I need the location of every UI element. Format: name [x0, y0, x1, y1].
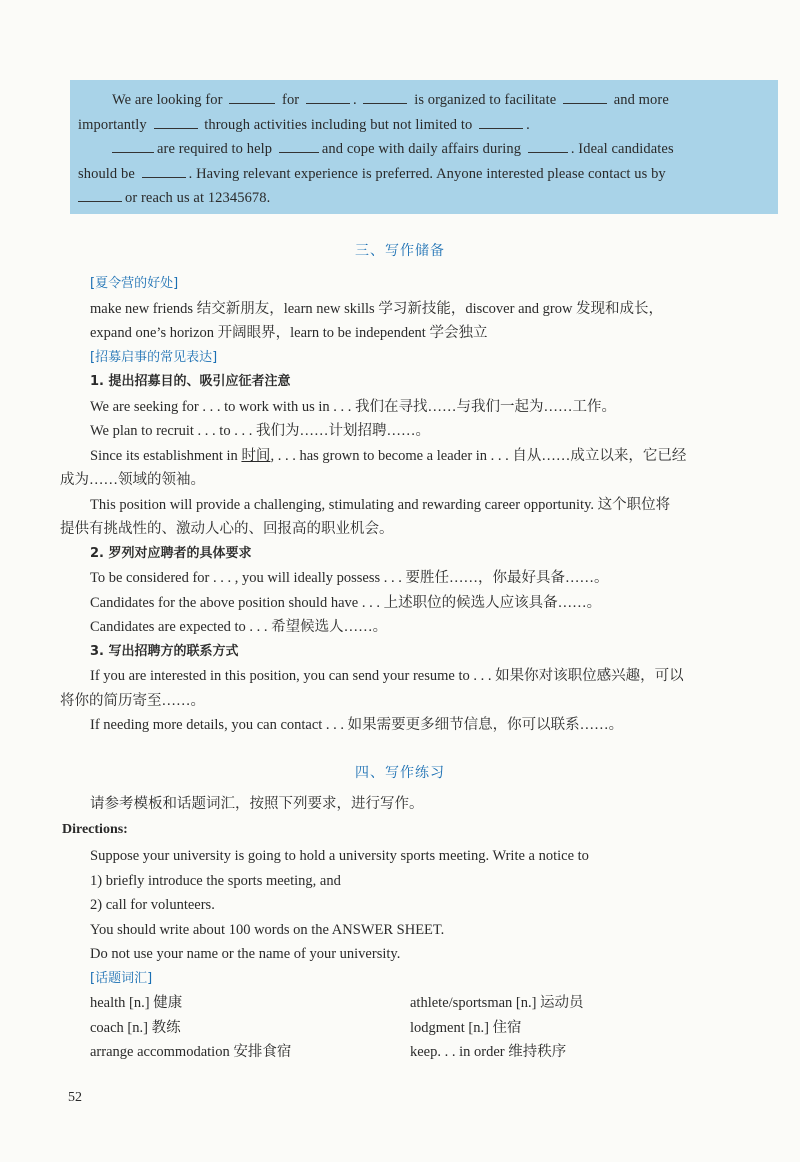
- practice-instruction: 请参考模板和话题词汇，按照下列要求，进行写作。: [90, 796, 424, 812]
- blank: [142, 163, 186, 178]
- blank: [229, 89, 275, 104]
- blank: [363, 89, 407, 104]
- vocab-item: coach [n.] 教练: [90, 1019, 181, 1036]
- notice-line-2: importantly through activities including but not limited to .: [78, 113, 768, 138]
- notice-line-5: or reach us at 12345678.: [78, 186, 768, 211]
- benefits-line-2: expand one’s horizon 开阔眼界，learn to be independent 学会独立: [90, 325, 488, 341]
- expression-9: If needing more details, you can contact . . . 如果需要更多细节信息，你可以联系……。: [90, 717, 624, 733]
- expression-4: This position will provide a challenging, stimulating and rewarding career opportunity. 这个职位将: [90, 496, 671, 513]
- tag-topic-vocabulary: [话题词汇]: [90, 970, 153, 986]
- vocab-row: [90, 991, 770, 1016]
- expression-5: To be considered for . . . , you will ideally possess . . . 要胜任……，你最好具备……。: [90, 570, 609, 586]
- direction-2: 1) briefly introduce the sports meeting, and: [90, 872, 341, 889]
- vocab-row: [90, 1040, 770, 1065]
- expression-2: We plan to recruit . . . to . . . 我们为……计划招聘……。: [90, 423, 430, 439]
- subheading-contact: 3. 写出招聘方的联系方式: [90, 643, 239, 659]
- blank: [154, 114, 198, 129]
- blank: [112, 138, 154, 153]
- expression-7: Candidates are expected to . . . 希望候选人……。: [90, 619, 388, 635]
- direction-1: Suppose your university is going to hold a university sports meeting. Write a notice to: [90, 848, 589, 864]
- page-number: 52: [68, 1090, 82, 1105]
- vocab-item: arrange accommodation 安排食宿: [90, 1044, 292, 1060]
- subheading-requirements: 2. 罗列对应聘者的具体要求: [90, 545, 252, 561]
- expression-3-cont: 成为……领域的领袖。: [60, 472, 205, 488]
- directions-label: Directions:: [62, 822, 128, 837]
- vocab-item: lodgment [n.] 住宿: [410, 1019, 522, 1036]
- writing-prep-content: [60, 272, 770, 738]
- vocab-row: [90, 1016, 770, 1041]
- subheading-purpose: 1. 提出招募目的、吸引应征者注意: [90, 374, 291, 389]
- section-title-writing-prep: 三、写作储备: [355, 243, 445, 259]
- blank: [306, 89, 350, 104]
- tag-recruitment-expressions: [招募启事的常见表达]: [90, 349, 218, 365]
- direction-4: You should write about 100 words on the ANSWER SHEET.: [90, 921, 445, 938]
- expression-6: Candidates for the above position should have . . . 上述职位的候选人应该具备……。: [90, 594, 602, 611]
- expression-1: We are seeking for . . . to work with us in . . . 我们在寻找……与我们一起为……工作。: [90, 398, 617, 415]
- direction-5: Do not use your name or the name of your university.: [90, 946, 401, 962]
- direction-3: 2) call for volunteers.: [90, 897, 215, 913]
- section-title-writing-practice: 四、写作练习: [355, 765, 445, 781]
- writing-practice-intro: [90, 792, 770, 817]
- blank: [78, 187, 122, 202]
- vocab-item: athlete/sportsman [n.] 运动员: [410, 995, 584, 1011]
- expression-4-cont: 提供有挑战性的、激动人心的、回报高的职业机会。: [60, 521, 394, 537]
- blank: [279, 138, 319, 153]
- notice-template-box: [70, 80, 778, 214]
- directions-content: [90, 844, 770, 1065]
- expression-3: Since its establishment in 时间, . . . has grown to become a leader in . . . 自从……成立以来，它已经: [90, 447, 687, 464]
- notice-line-1: We are looking for for . is organized to facilitate and more: [78, 88, 768, 113]
- notice-line-4: should be . Having relevant experience is preferred. Anyone interested please contact us by: [78, 162, 768, 187]
- blank: [563, 89, 607, 104]
- blank: [479, 114, 523, 129]
- benefits-line-1: make new friends 结交新朋友，learn new skills 学习新技能，discover and grow 发现和成长，: [90, 300, 664, 317]
- vocab-item: keep. . . in order 维持秩序: [410, 1044, 567, 1060]
- tag-summer-camp-benefits: [夏令营的好处]: [90, 276, 179, 291]
- notice-line-3: are required to help and cope with daily affairs during . Ideal candidates: [78, 137, 768, 162]
- vocab-item: health [n.] 健康: [90, 995, 183, 1011]
- expression-8-cont: 将你的简历寄至……。: [60, 692, 205, 709]
- blank: [528, 138, 568, 153]
- expression-8: If you are interested in this position, you can send your resume to . . . 如果你对该职位感兴趣，可以: [90, 668, 684, 684]
